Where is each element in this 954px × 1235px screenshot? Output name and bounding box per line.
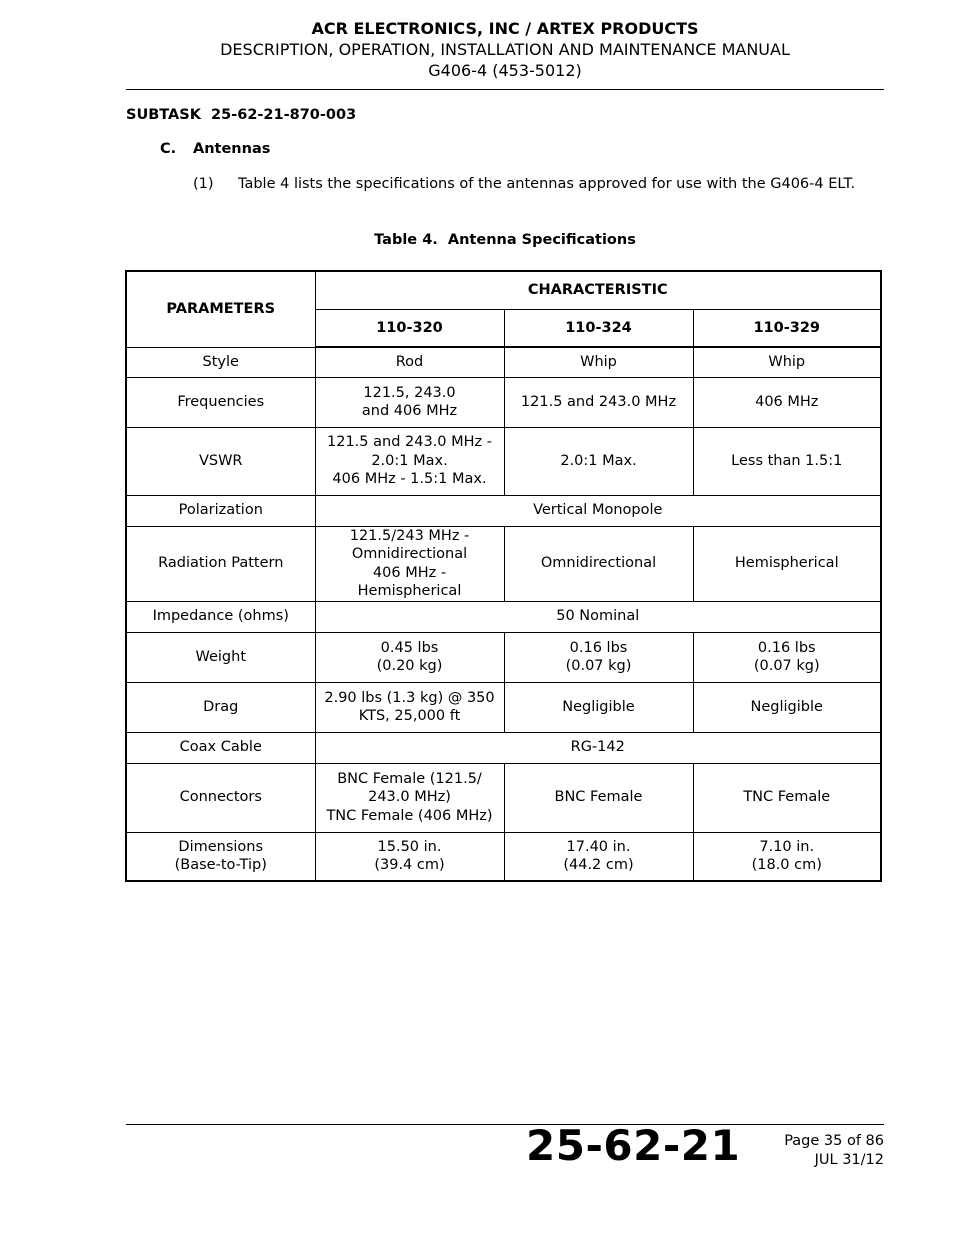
table-row xyxy=(126,601,881,632)
company-name: ACR ELECTRONICS, INC / ARTEX PRODUCTS xyxy=(311,19,699,38)
page-info xyxy=(784,1132,884,1169)
header-model-3: 110-329 xyxy=(693,309,881,347)
subtask-heading: SUBTASK 25-62-21-870-003 xyxy=(126,107,357,123)
section-letter: C. xyxy=(160,141,177,157)
cell: Whip xyxy=(693,347,881,377)
cell: 7.10 in. (18.0 cm) xyxy=(693,832,881,881)
cell: Whip xyxy=(504,347,693,377)
paragraph-number: (1) xyxy=(193,176,214,192)
header-parameters: PARAMETERS xyxy=(126,271,315,347)
cell: BNC Female xyxy=(504,763,693,832)
row-label: Frequencies xyxy=(126,377,315,427)
row-label: Impedance (ohms) xyxy=(126,601,315,632)
paragraph-text: Table 4 lists the specifications of the antennas approved for use with the G406-4 ELT. xyxy=(238,176,856,192)
cell: 50 Nominal xyxy=(315,601,881,632)
table-caption: Table 4. Antenna Specifications xyxy=(374,232,636,248)
footer-divider xyxy=(126,1124,884,1125)
table-row xyxy=(126,347,881,377)
section-heading xyxy=(160,141,270,157)
header-model-2: 110-324 xyxy=(504,309,693,347)
cell: Negligible xyxy=(693,682,881,732)
cell: RG-142 xyxy=(315,732,881,763)
cell: Omnidirectional xyxy=(504,526,693,601)
cell: 0.45 lbs (0.20 kg) xyxy=(315,632,504,682)
row-label: Weight xyxy=(126,632,315,682)
cell: 15.50 in. (39.4 cm) xyxy=(315,832,504,881)
page-number: Page 35 of 86 xyxy=(784,1133,884,1149)
antenna-spec-table xyxy=(125,270,882,882)
model-number: G406-4 (453-5012) xyxy=(428,61,582,80)
cell: 121.5 and 243.0 MHz - 2.0:1 Max. 406 MHz - 1.5:1 Max. xyxy=(315,427,504,495)
table-row xyxy=(126,763,881,832)
cell: 0.16 lbs (0.07 kg) xyxy=(693,632,881,682)
row-label: Coax Cable xyxy=(126,732,315,763)
cell: 121.5, 243.0 and 406 MHz xyxy=(315,377,504,427)
header-divider xyxy=(126,89,884,90)
cell: 2.90 lbs (1.3 kg) @ 350 KTS, 25,000 ft xyxy=(315,682,504,732)
document-code: 25-62-21 xyxy=(526,1121,741,1170)
table-row xyxy=(126,732,881,763)
row-label: Drag xyxy=(126,682,315,732)
cell: Rod xyxy=(315,347,504,377)
cell: Negligible xyxy=(504,682,693,732)
table-row xyxy=(126,377,881,427)
section-title: Antennas xyxy=(193,141,271,157)
table-row xyxy=(126,632,881,682)
cell: Vertical Monopole xyxy=(315,495,881,526)
table-row xyxy=(126,427,881,495)
row-label: Style xyxy=(126,347,315,377)
table-row xyxy=(126,832,881,881)
cell: 121.5/243 MHz - Omnidirectional 406 MHz - Hemispherical xyxy=(315,526,504,601)
row-label: Polarization xyxy=(126,495,315,526)
cell: Hemispherical xyxy=(693,526,881,601)
page-header xyxy=(126,18,884,81)
header-characteristic: CHARACTERISTIC xyxy=(315,271,881,309)
revision-date: JUL 31/12 xyxy=(814,1151,884,1168)
row-label: VSWR xyxy=(126,427,315,495)
cell: TNC Female xyxy=(693,763,881,832)
row-label: Connectors xyxy=(126,763,315,832)
manual-title: DESCRIPTION, OPERATION, INSTALLATION AND MAINTENANCE MANUAL xyxy=(220,40,790,59)
header-model-1: 110-320 xyxy=(315,309,504,347)
row-label: Dimensions (Base-to-Tip) xyxy=(126,832,315,881)
cell: 17.40 in. (44.2 cm) xyxy=(504,832,693,881)
cell: 121.5 and 243.0 MHz xyxy=(504,377,693,427)
cell: 406 MHz xyxy=(693,377,881,427)
table-row xyxy=(126,495,881,526)
cell: Less than 1.5:1 xyxy=(693,427,881,495)
table-row xyxy=(126,682,881,732)
table-row xyxy=(126,526,881,601)
row-label: Radiation Pattern xyxy=(126,526,315,601)
cell: 2.0:1 Max. xyxy=(504,427,693,495)
cell: 0.16 lbs (0.07 kg) xyxy=(504,632,693,682)
paragraph xyxy=(193,176,855,192)
cell: BNC Female (121.5/ 243.0 MHz) TNC Female (406 MHz) xyxy=(315,763,504,832)
